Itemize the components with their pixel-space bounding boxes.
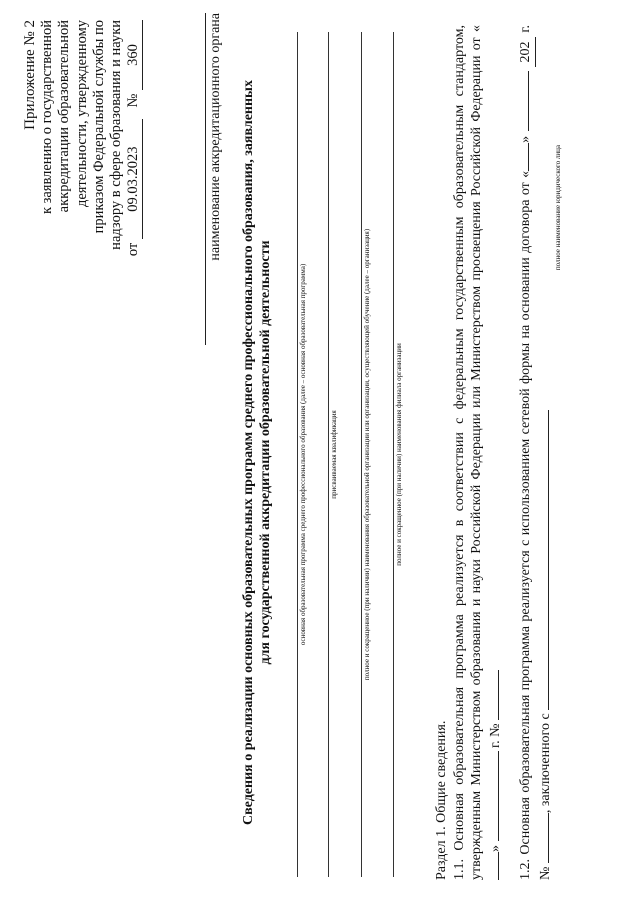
appendix-line-2: аккредитации образовательной xyxy=(56,20,73,213)
document-title xyxy=(240,30,274,875)
item-1-1-quote-close: » xyxy=(487,845,503,852)
item-1-1-number-blank xyxy=(486,670,499,720)
title-line-1: Сведения о реализации основных образовательных программ среднего профессионального образования, заявленных xyxy=(241,80,256,825)
item-1-2-month-blank xyxy=(516,71,529,131)
from-label: от xyxy=(125,242,142,257)
section-1-heading: Раздел 1. Общие сведения. xyxy=(434,720,449,880)
order-number: 360 xyxy=(125,20,143,90)
title-line-2: для государственной аккредитации образовательной деятельности xyxy=(258,240,273,665)
item-1-1-year-suffix: г. № xyxy=(487,723,503,748)
item-1-2-day-blank xyxy=(516,143,529,171)
item-1-2-entity-blank xyxy=(536,410,549,710)
program-caption: основная образовательная программа среднего профессионального образования (далее – основная образовательная программа) xyxy=(299,263,307,646)
appendix-line-1: к заявлению о государственной xyxy=(39,20,56,215)
branch-field-line xyxy=(393,32,394,877)
appendix-line-4: приказом Федеральной службы по xyxy=(90,20,107,234)
appendix-line-5: надзору в сфере образования и науки xyxy=(108,20,125,250)
qualification-field-line xyxy=(328,32,329,877)
accreditation-body-line xyxy=(205,13,206,345)
item-1-2-number-blank xyxy=(536,813,549,863)
item-1-2-caption: полное наименование юридического лица xyxy=(554,145,562,271)
appendix-date-row xyxy=(125,20,143,350)
appendix-title: Приложение № 2 xyxy=(22,20,38,130)
item-1-1-text: 1.1. Основная образовательная программа реализуется в соответствии с федеральным государственным образовательным стандартом, утвержденным Министерством образования и науки Российской Федерации или Министерством просвещения Российской Федерации от « xyxy=(451,25,484,880)
item-1-1-day-blank xyxy=(486,852,499,880)
item-1-1-month-blank xyxy=(486,752,499,842)
organization-caption: полное и сокращенное (при наличии) наименования образовательной организации или организации, осуществляющей обучение (далее – организация) xyxy=(363,228,371,681)
item-1-1 xyxy=(451,25,505,880)
item-1-2-quote-close: » xyxy=(518,135,533,143)
item-1-2-year: 202 xyxy=(517,37,536,67)
branch-caption: полное и сокращенное (при наличии) наименования филиала организации xyxy=(395,343,403,566)
number-label: № xyxy=(125,93,142,108)
item-1-2-year-suffix: г. № xyxy=(518,24,553,880)
organization-field-line xyxy=(361,32,362,877)
item-1-2-text: 1.2. Основная образовательная программа реализуется с использованием сетевой формы на основании договора от « xyxy=(518,170,533,880)
accreditation-body-caption: наименование аккредитационного органа xyxy=(208,13,223,261)
section-1 xyxy=(433,25,562,880)
program-field-line xyxy=(297,32,298,877)
qualification-caption: присваиваемая квалификация xyxy=(330,410,338,499)
item-1-2 xyxy=(516,25,554,880)
appendix-block xyxy=(22,20,143,350)
order-date: 09.03.2023 xyxy=(125,119,143,239)
appendix-line-3: деятельности, утвержденному xyxy=(73,20,90,208)
item-1-2-concluded: , заключенного с xyxy=(537,713,553,814)
